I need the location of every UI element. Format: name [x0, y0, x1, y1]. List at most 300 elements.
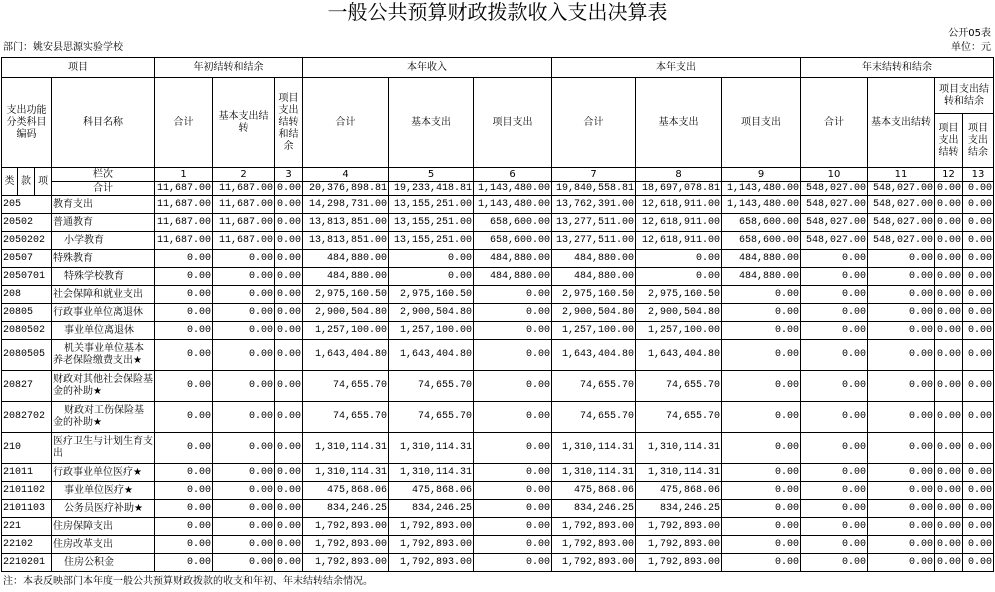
row-value-col-11: 0.00 — [868, 371, 935, 402]
header-col-5: 基本支出 — [389, 78, 474, 168]
row-value-col-11: 548,027.00 — [868, 214, 935, 232]
header-group-closing-balance: 年末结转和结余 — [801, 58, 994, 78]
row-value-col-1: 11,687.00 — [155, 214, 213, 232]
row-value-col-4: 1,792,893.00 — [303, 518, 389, 536]
total-value-col-7: 19,840,558.81 — [552, 182, 636, 196]
row-name: 机关事业单位基本养老保险缴费支出★ — [52, 340, 155, 371]
row-value-col-6: 0.00 — [474, 340, 552, 371]
table-row — [2, 304, 994, 322]
row-value-col-3: 0.00 — [275, 268, 303, 286]
row-value-col-3: 0.00 — [275, 232, 303, 250]
row-value-col-4: 2,900,504.80 — [303, 304, 389, 322]
header-col-6: 项目支出 — [474, 78, 552, 168]
row-value-col-11: 0.00 — [868, 322, 935, 340]
row-value-col-2: 0.00 — [213, 402, 275, 433]
row-value-col-3: 0.00 — [275, 518, 303, 536]
row-name: 行政事业单位医疗★ — [52, 464, 155, 482]
row-value-col-12: 0.00 — [935, 518, 963, 536]
department-label: 部门：姚安县思源实验学校 — [3, 42, 123, 53]
seq-col-11: 11 — [868, 168, 935, 182]
row-value-col-8: 1,792,893.00 — [636, 536, 722, 554]
row-value-col-13: 0.00 — [963, 268, 994, 286]
row-name: 住房保障支出 — [52, 518, 155, 536]
row-value-col-10: 0.00 — [801, 268, 868, 286]
row-code: 20507 — [2, 250, 52, 268]
row-value-col-1: 0.00 — [155, 371, 213, 402]
row-value-col-9: 0.00 — [722, 500, 801, 518]
row-value-col-13: 0.00 — [963, 286, 994, 304]
row-value-col-13: 0.00 — [963, 371, 994, 402]
row-value-col-6: 658,600.00 — [474, 232, 552, 250]
table-row — [2, 340, 994, 371]
row-value-col-9: 0.00 — [722, 286, 801, 304]
total-value-col-8: 18,697,078.81 — [636, 182, 722, 196]
row-value-col-4: 1,792,893.00 — [303, 536, 389, 554]
row-value-col-13: 0.00 — [963, 214, 994, 232]
row-value-col-9: 0.00 — [722, 482, 801, 500]
row-value-col-3: 0.00 — [275, 500, 303, 518]
row-value-col-11: 0.00 — [868, 268, 935, 286]
row-name: 住房改革支出 — [52, 536, 155, 554]
seq-lei: 类 — [2, 168, 18, 196]
row-value-col-6: 0.00 — [474, 371, 552, 402]
seq-row — [2, 168, 994, 182]
row-value-col-1: 0.00 — [155, 500, 213, 518]
row-value-col-13: 0.00 — [963, 340, 994, 371]
row-value-col-13: 0.00 — [963, 322, 994, 340]
row-code: 2210201 — [2, 554, 52, 572]
row-value-col-7: 484,880.00 — [552, 250, 636, 268]
row-value-col-6: 0.00 — [474, 402, 552, 433]
row-value-col-4: 74,655.70 — [303, 371, 389, 402]
row-value-col-7: 2,900,504.80 — [552, 304, 636, 322]
row-value-col-12: 0.00 — [935, 536, 963, 554]
row-value-col-11: 0.00 — [868, 536, 935, 554]
row-value-col-5: 2,975,160.50 — [389, 286, 474, 304]
row-value-col-8: 1,310,114.31 — [636, 464, 722, 482]
table-row — [2, 518, 994, 536]
row-value-col-6: 0.00 — [474, 518, 552, 536]
row-value-col-12: 0.00 — [935, 482, 963, 500]
row-value-col-5: 13,155,251.00 — [389, 232, 474, 250]
row-value-col-13: 0.00 — [963, 518, 994, 536]
row-value-col-12: 0.00 — [935, 322, 963, 340]
row-value-col-6: 0.00 — [474, 500, 552, 518]
row-value-col-6: 0.00 — [474, 433, 552, 464]
row-value-col-10: 0.00 — [801, 371, 868, 402]
row-value-col-8: 2,900,504.80 — [636, 304, 722, 322]
row-value-col-2: 0.00 — [213, 304, 275, 322]
table-row — [2, 482, 994, 500]
row-value-col-6: 0.00 — [474, 464, 552, 482]
row-value-col-7: 74,655.70 — [552, 402, 636, 433]
row-value-col-12: 0.00 — [935, 464, 963, 482]
row-value-col-13: 0.00 — [963, 464, 994, 482]
row-value-col-5: 2,900,504.80 — [389, 304, 474, 322]
row-value-col-2: 0.00 — [213, 340, 275, 371]
unit-label: 单位：元 — [951, 42, 991, 53]
row-value-col-5: 1,310,114.31 — [389, 464, 474, 482]
row-value-col-1: 11,687.00 — [155, 232, 213, 250]
table-header — [2, 58, 994, 168]
row-value-col-7: 475,868.06 — [552, 482, 636, 500]
row-value-col-7: 1,792,893.00 — [552, 554, 636, 572]
row-value-col-8: 12,618,911.00 — [636, 232, 722, 250]
seq-col-4: 4 — [303, 168, 389, 182]
row-value-col-2: 11,687.00 — [213, 232, 275, 250]
seq-kuan: 款 — [18, 168, 35, 196]
row-value-col-4: 1,257,100.00 — [303, 322, 389, 340]
table-fixed-rows — [2, 168, 994, 196]
row-value-col-11: 0.00 — [868, 340, 935, 371]
row-value-col-11: 0.00 — [868, 464, 935, 482]
row-value-col-7: 1,257,100.00 — [552, 322, 636, 340]
row-value-col-10: 0.00 — [801, 340, 868, 371]
row-code: 20805 — [2, 304, 52, 322]
header-col-8: 基本支出 — [636, 78, 722, 168]
budget-table — [1, 57, 994, 572]
row-value-col-4: 484,880.00 — [303, 250, 389, 268]
row-value-col-6: 484,880.00 — [474, 268, 552, 286]
header-col-12: 项目支出结转 — [935, 114, 963, 168]
seq-col-12: 12 — [935, 168, 963, 182]
row-value-col-7: 74,655.70 — [552, 371, 636, 402]
row-value-col-9: 0.00 — [722, 371, 801, 402]
row-value-col-4: 1,643,404.80 — [303, 340, 389, 371]
row-value-col-11: 0.00 — [868, 433, 935, 464]
row-value-col-1: 0.00 — [155, 482, 213, 500]
row-value-col-13: 0.00 — [963, 402, 994, 433]
row-value-col-6: 1,143,480.00 — [474, 196, 552, 214]
row-value-col-9: 0.00 — [722, 554, 801, 572]
row-value-col-7: 834,246.25 — [552, 500, 636, 518]
row-value-col-10: 0.00 — [801, 250, 868, 268]
row-value-col-6: 484,880.00 — [474, 250, 552, 268]
total-value-col-5: 19,233,418.81 — [389, 182, 474, 196]
row-value-col-4: 74,655.70 — [303, 402, 389, 433]
header-group-opening-balance: 年初结转和结余 — [155, 58, 303, 78]
header-col-3: 项目支出结转和结余 — [275, 78, 303, 168]
header-col-11: 基本支出结转 — [868, 78, 935, 168]
row-value-col-12: 0.00 — [935, 554, 963, 572]
row-value-col-8: 0.00 — [636, 268, 722, 286]
header-col-13: 项目支出结余 — [963, 114, 994, 168]
row-value-col-5: 13,155,251.00 — [389, 196, 474, 214]
total-value-col-9: 1,143,480.00 — [722, 182, 801, 196]
table-row — [2, 402, 994, 433]
row-value-col-10: 0.00 — [801, 433, 868, 464]
seq-col-3: 3 — [275, 168, 303, 182]
row-value-col-3: 0.00 — [275, 214, 303, 232]
row-value-col-11: 548,027.00 — [868, 232, 935, 250]
row-name: 事业单位离退休 — [52, 322, 155, 340]
row-value-col-5: 1,643,404.80 — [389, 340, 474, 371]
row-value-col-5: 1,792,893.00 — [389, 518, 474, 536]
form-number: 公开05表 — [948, 28, 991, 39]
row-name: 医疗卫生与计划生育支出 — [52, 433, 155, 464]
row-code: 2050202 — [2, 232, 52, 250]
row-name: 特殊学校教育 — [52, 268, 155, 286]
row-value-col-7: 2,975,160.50 — [552, 286, 636, 304]
total-value-col-2: 11,687.00 — [213, 182, 275, 196]
header-col-1: 合计 — [155, 78, 213, 168]
row-value-col-13: 0.00 — [963, 554, 994, 572]
row-value-col-1: 0.00 — [155, 268, 213, 286]
row-value-col-11: 0.00 — [868, 304, 935, 322]
row-name: 特殊教育 — [52, 250, 155, 268]
header-col-4: 合计 — [303, 78, 389, 168]
row-value-col-12: 0.00 — [935, 268, 963, 286]
row-name: 事业单位医疗★ — [52, 482, 155, 500]
row-value-col-3: 0.00 — [275, 304, 303, 322]
row-code: 2050701 — [2, 268, 52, 286]
header-group-current-expenditure: 本年支出 — [552, 58, 801, 78]
table-body — [2, 196, 994, 572]
row-value-col-7: 1,792,893.00 — [552, 536, 636, 554]
total-label: 合计 — [52, 182, 155, 196]
row-value-col-13: 0.00 — [963, 250, 994, 268]
table-row — [2, 500, 994, 518]
table-row — [2, 371, 994, 402]
row-value-col-2: 11,687.00 — [213, 196, 275, 214]
row-value-col-12: 0.00 — [935, 286, 963, 304]
row-value-col-2: 0.00 — [213, 500, 275, 518]
row-value-col-10: 0.00 — [801, 304, 868, 322]
seq-col-2: 2 — [213, 168, 275, 182]
row-value-col-4: 484,880.00 — [303, 268, 389, 286]
row-name: 财政对其他社会保险基金的补助★ — [52, 371, 155, 402]
row-value-col-5: 13,155,251.00 — [389, 214, 474, 232]
row-value-col-1: 0.00 — [155, 536, 213, 554]
row-value-col-11: 0.00 — [868, 482, 935, 500]
row-value-col-3: 0.00 — [275, 250, 303, 268]
row-value-col-11: 0.00 — [868, 286, 935, 304]
row-value-col-11: 0.00 — [868, 518, 935, 536]
header-project: 项目 — [2, 58, 155, 78]
row-value-col-8: 12,618,911.00 — [636, 196, 722, 214]
row-value-col-8: 1,643,404.80 — [636, 340, 722, 371]
seq-col-9: 9 — [722, 168, 801, 182]
header-code-column: 支出功能分类科目编码 — [2, 78, 52, 168]
row-value-col-5: 1,310,114.31 — [389, 433, 474, 464]
total-value-col-12: 0.00 — [935, 182, 963, 196]
row-value-col-8: 74,655.70 — [636, 402, 722, 433]
row-value-col-2: 0.00 — [213, 371, 275, 402]
row-code: 2080505 — [2, 340, 52, 371]
row-value-col-2: 0.00 — [213, 518, 275, 536]
row-value-col-8: 0.00 — [636, 250, 722, 268]
seq-label: 栏次 — [52, 168, 155, 182]
row-value-col-6: 0.00 — [474, 554, 552, 572]
row-value-col-6: 0.00 — [474, 286, 552, 304]
row-value-col-12: 0.00 — [935, 500, 963, 518]
total-value-col-10: 548,027.00 — [801, 182, 868, 196]
row-value-col-3: 0.00 — [275, 554, 303, 572]
row-value-col-4: 475,868.06 — [303, 482, 389, 500]
header-group-current-income: 本年收入 — [303, 58, 552, 78]
row-value-col-4: 14,298,731.00 — [303, 196, 389, 214]
row-value-col-12: 0.00 — [935, 232, 963, 250]
row-value-col-2: 0.00 — [213, 286, 275, 304]
row-value-col-9: 1,143,480.00 — [722, 196, 801, 214]
row-value-col-3: 0.00 — [275, 196, 303, 214]
row-value-col-11: 548,027.00 — [868, 196, 935, 214]
row-value-col-8: 1,310,114.31 — [636, 433, 722, 464]
row-value-col-3: 0.00 — [275, 340, 303, 371]
row-value-col-12: 0.00 — [935, 402, 963, 433]
row-value-col-2: 0.00 — [213, 482, 275, 500]
row-value-col-2: 0.00 — [213, 464, 275, 482]
row-value-col-7: 1,643,404.80 — [552, 340, 636, 371]
total-row — [2, 182, 994, 196]
header-col-10: 合计 — [801, 78, 868, 168]
row-value-col-1: 0.00 — [155, 250, 213, 268]
row-value-col-5: 74,655.70 — [389, 371, 474, 402]
row-value-col-8: 1,792,893.00 — [636, 554, 722, 572]
row-code: 208 — [2, 286, 52, 304]
row-name: 公务员医疗补助★ — [52, 500, 155, 518]
row-value-col-3: 0.00 — [275, 286, 303, 304]
total-value-col-11: 548,027.00 — [868, 182, 935, 196]
row-value-col-3: 0.00 — [275, 482, 303, 500]
total-value-col-6: 1,143,480.00 — [474, 182, 552, 196]
row-value-col-10: 0.00 — [801, 554, 868, 572]
row-value-col-1: 0.00 — [155, 518, 213, 536]
row-name: 社会保障和就业支出 — [52, 286, 155, 304]
row-value-col-10: 0.00 — [801, 500, 868, 518]
row-value-col-12: 0.00 — [935, 304, 963, 322]
row-code: 21011 — [2, 464, 52, 482]
row-value-col-8: 1,792,893.00 — [636, 518, 722, 536]
row-value-col-9: 0.00 — [722, 433, 801, 464]
row-value-col-4: 1,310,114.31 — [303, 433, 389, 464]
total-value-col-3: 0.00 — [275, 182, 303, 196]
row-value-col-11: 0.00 — [868, 554, 935, 572]
row-value-col-9: 0.00 — [722, 402, 801, 433]
row-value-col-9: 0.00 — [722, 340, 801, 371]
header-row-columns — [2, 78, 994, 114]
row-value-col-5: 475,868.06 — [389, 482, 474, 500]
row-name: 行政事业单位离退休 — [52, 304, 155, 322]
row-value-col-7: 13,762,391.00 — [552, 196, 636, 214]
seq-xiang: 项 — [35, 168, 52, 196]
row-value-col-12: 0.00 — [935, 371, 963, 402]
row-name: 财政对工伤保险基金的补助★ — [52, 402, 155, 433]
row-value-col-7: 1,310,114.31 — [552, 464, 636, 482]
row-value-col-1: 0.00 — [155, 433, 213, 464]
row-value-col-7: 1,792,893.00 — [552, 518, 636, 536]
row-value-col-13: 0.00 — [963, 536, 994, 554]
row-value-col-2: 0.00 — [213, 322, 275, 340]
row-value-col-11: 0.00 — [868, 402, 935, 433]
row-value-col-1: 11,687.00 — [155, 196, 213, 214]
row-code: 2101102 — [2, 482, 52, 500]
table-row — [2, 196, 994, 214]
row-value-col-1: 0.00 — [155, 464, 213, 482]
seq-col-6: 6 — [474, 168, 552, 182]
row-value-col-8: 834,246.25 — [636, 500, 722, 518]
table-row — [2, 214, 994, 232]
page-title: 一般公共预算财政拨款收入支出决算表 — [327, 2, 668, 24]
row-code: 20502 — [2, 214, 52, 232]
row-value-col-1: 0.00 — [155, 340, 213, 371]
row-value-col-8: 1,257,100.00 — [636, 322, 722, 340]
row-value-col-3: 0.00 — [275, 433, 303, 464]
row-value-col-12: 0.00 — [935, 433, 963, 464]
row-value-col-12: 0.00 — [935, 196, 963, 214]
row-value-col-7: 13,277,511.00 — [552, 214, 636, 232]
row-value-col-8: 12,618,911.00 — [636, 214, 722, 232]
row-value-col-5: 1,792,893.00 — [389, 536, 474, 554]
row-value-col-9: 658,600.00 — [722, 232, 801, 250]
header-col-7: 合计 — [552, 78, 636, 168]
row-code: 205 — [2, 196, 52, 214]
table-row — [2, 536, 994, 554]
row-code: 2082702 — [2, 402, 52, 433]
row-value-col-3: 0.00 — [275, 371, 303, 402]
row-value-col-10: 0.00 — [801, 464, 868, 482]
row-value-col-13: 0.00 — [963, 196, 994, 214]
row-value-col-7: 484,880.00 — [552, 268, 636, 286]
row-value-col-1: 0.00 — [155, 286, 213, 304]
total-value-col-4: 20,376,898.81 — [303, 182, 389, 196]
header-col-9: 项目支出 — [722, 78, 801, 168]
row-value-col-9: 658,600.00 — [722, 214, 801, 232]
row-value-col-5: 0.00 — [389, 268, 474, 286]
row-value-col-4: 13,813,851.00 — [303, 232, 389, 250]
row-value-col-1: 0.00 — [155, 554, 213, 572]
row-value-col-11: 0.00 — [868, 500, 935, 518]
table-row — [2, 286, 994, 304]
row-code: 22102 — [2, 536, 52, 554]
total-value-col-1: 11,687.00 — [155, 182, 213, 196]
row-value-col-2: 0.00 — [213, 250, 275, 268]
row-value-col-4: 834,246.25 — [303, 500, 389, 518]
header-closing-project-group: 项目支出结转和结余 — [935, 78, 994, 114]
table-row — [2, 322, 994, 340]
row-value-col-3: 0.00 — [275, 536, 303, 554]
row-value-col-2: 0.00 — [213, 268, 275, 286]
row-value-col-9: 0.00 — [722, 464, 801, 482]
row-value-col-9: 0.00 — [722, 518, 801, 536]
table-row — [2, 433, 994, 464]
row-value-col-8: 475,868.06 — [636, 482, 722, 500]
seq-col-5: 5 — [389, 168, 474, 182]
header-row-groups — [2, 58, 994, 78]
row-value-col-8: 2,975,160.50 — [636, 286, 722, 304]
header-name-column: 科目名称 — [52, 78, 155, 168]
table-row — [2, 268, 994, 286]
table-row — [2, 464, 994, 482]
table-row — [2, 554, 994, 572]
total-value-col-13: 0.00 — [963, 182, 994, 196]
row-code: 221 — [2, 518, 52, 536]
row-value-col-4: 1,310,114.31 — [303, 464, 389, 482]
row-value-col-13: 0.00 — [963, 500, 994, 518]
row-value-col-13: 0.00 — [963, 482, 994, 500]
row-value-col-4: 1,792,893.00 — [303, 554, 389, 572]
row-value-col-6: 658,600.00 — [474, 214, 552, 232]
row-value-col-6: 0.00 — [474, 304, 552, 322]
row-value-col-10: 0.00 — [801, 482, 868, 500]
row-value-col-11: 0.00 — [868, 250, 935, 268]
seq-col-8: 8 — [636, 168, 722, 182]
seq-col-13: 13 — [963, 168, 994, 182]
row-value-col-9: 0.00 — [722, 536, 801, 554]
row-value-col-13: 0.00 — [963, 232, 994, 250]
row-value-col-1: 0.00 — [155, 402, 213, 433]
row-value-col-8: 74,655.70 — [636, 371, 722, 402]
